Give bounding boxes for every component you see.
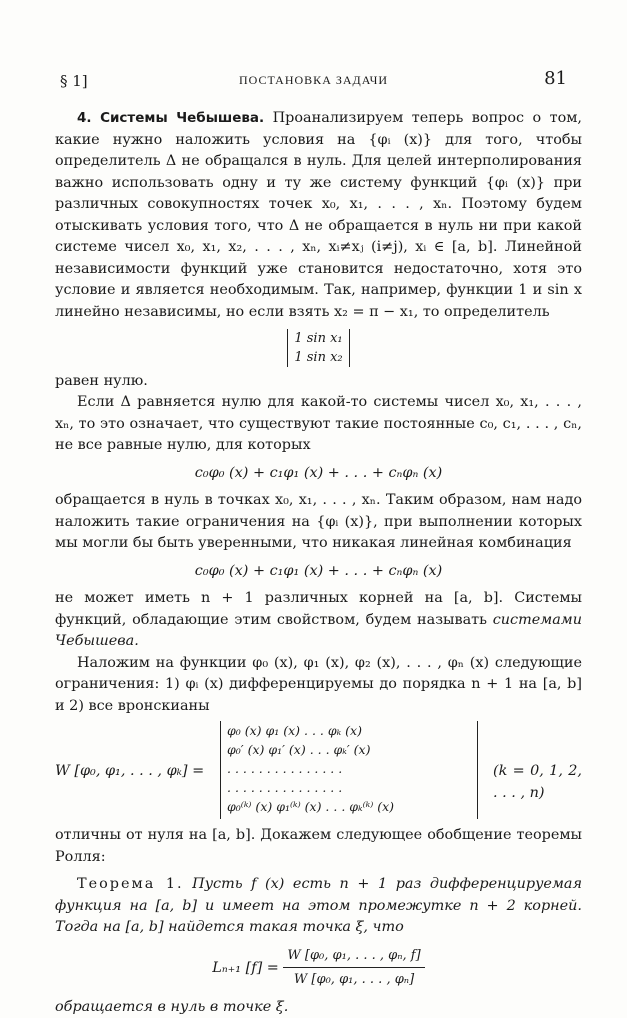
paragraph-zero: равен нулю. xyxy=(55,371,582,393)
linear-combination-1: c₀φ₀ (x) + c₁φ₁ (x) + . . . + cₙφₙ (x) xyxy=(55,463,582,485)
chebyshev-term: системами Чебышева. xyxy=(55,612,582,650)
wronskian-row: . . . . . . . . . . . . . . . xyxy=(227,778,477,797)
l-operator-fraction xyxy=(283,945,424,991)
determinant-2x2 xyxy=(55,329,582,369)
wronskian-label: W [φ₀, φ₁, . . . , φₖ] = xyxy=(55,761,204,783)
l-operator-left: Lₙ₊₁ [f] = xyxy=(212,960,279,976)
wronskian-row: φ₀ (x) φ₁ (x) . . . φₖ (x) xyxy=(227,721,477,740)
theorem-label: Теорема 1. xyxy=(77,876,184,892)
linear-combination-2: c₀φ₀ (x) + c₁φ₁ (x) + . . . + cₙφₙ (x) xyxy=(55,561,582,583)
wronskian-row: . . . . . . . . . . . . . . . xyxy=(227,759,477,778)
page-number: 81 xyxy=(544,68,567,89)
theorem-1: Теорема 1. Пусть f (x) есть n + 1 раз дифференцируемая функция на [a, b] и имеет на этом промежутке n + 2 корней. Тогда на [a, b] найдется такая точка ξ, что xyxy=(55,874,582,939)
wronskian-formula xyxy=(55,721,582,819)
fraction-numerator: W [φ₀, φ₁, . . . , φₙ, f] xyxy=(283,945,424,969)
page-body xyxy=(55,108,582,1018)
paragraph-intro: 4. Системы Чебышева. Проанализируем теперь вопрос о том, какие нужно наложить условия на {φᵢ (x)} для того, чтобы определитель Δ не обращался в нуль. Для целей интерполирования важно использовать одну и ту же систему функций {φᵢ (x)} при различных совокупностях точек x₀, x₁, . . . , xₙ. Поэтому будем отыскивать условия того, что Δ не обращается в нуль ни при какой системе чисел x₀, x₁, x₂, . . . , xₙ, xᵢ≠xⱼ (i≠j), xᵢ ∈ [a, b]. Линейной независимости функций уже становится недостаточно, хотя это условие и является необходимым. Так, например, функции 1 и sin x линейно независимы, но если взять x₂ = π − x₁, то определитель xyxy=(55,108,582,323)
theorem-conclusion: обращается в нуль в точке ξ. xyxy=(55,997,582,1018)
det-row-1: 1 sin x₁ xyxy=(294,329,342,348)
paragraph-chebyshev-def: не может иметь n + 1 различных корней на [a, b]. Системы функций, обладающие этим свойством, будем называть системами Чебышева. xyxy=(55,588,582,653)
fraction-denominator: W [φ₀, φ₁, . . . , φₙ] xyxy=(283,968,424,991)
l-operator-formula xyxy=(55,945,582,991)
wronskian-row: φ₀⁽ᵏ⁾ (x) φ₁⁽ᵏ⁾ (x) . . . φₖ⁽ᵏ⁾ (x) xyxy=(227,797,477,816)
wronskian-row: φ₀′ (x) φ₁′ (x) . . . φₖ′ (x) xyxy=(227,740,477,759)
paragraph-rolle: отличны от нуля на [a, b]. Докажем следующее обобщение теоремы Ролля: xyxy=(55,825,582,868)
paragraph-wronskian-intro: Наложим на функции φ₀ (x), φ₁ (x), φ₂ (x), . . . , φₙ (x) следующие ограничения: 1) φᵢ (x) дифференцируемы до порядка n + 1 на [a, b] и 2) все вронскианы xyxy=(55,653,582,718)
wronskian-matrix xyxy=(220,721,478,819)
det-row-2: 1 sin x₂ xyxy=(294,348,342,367)
running-title: ПОСТАНОВКА ЗАДАЧИ xyxy=(60,73,567,88)
wronskian-index-range: (k = 0, 1, 2, . . . , n) xyxy=(493,761,582,804)
running-header xyxy=(60,70,567,92)
section-number: § 1] xyxy=(60,72,88,90)
paragraph-constants: Если Δ равняется нулю для какой-то системы чисел x₀, x₁, . . . , xₙ, то это означает, что существуют такие постоянные c₀, c₁, . . . , cₙ, не все равные нулю, для которых xyxy=(55,392,582,457)
paragraph-restrictions: обращается в нуль в точках x₀, x₁, . . . , xₙ. Таким образом, нам надо наложить такие ограничения на {φᵢ (x)}, при выполнении которых мы могли бы быть уверенными, что никакая линейная комбинация xyxy=(55,490,582,555)
subsection-heading: 4. Системы Чебышева. xyxy=(77,110,264,126)
